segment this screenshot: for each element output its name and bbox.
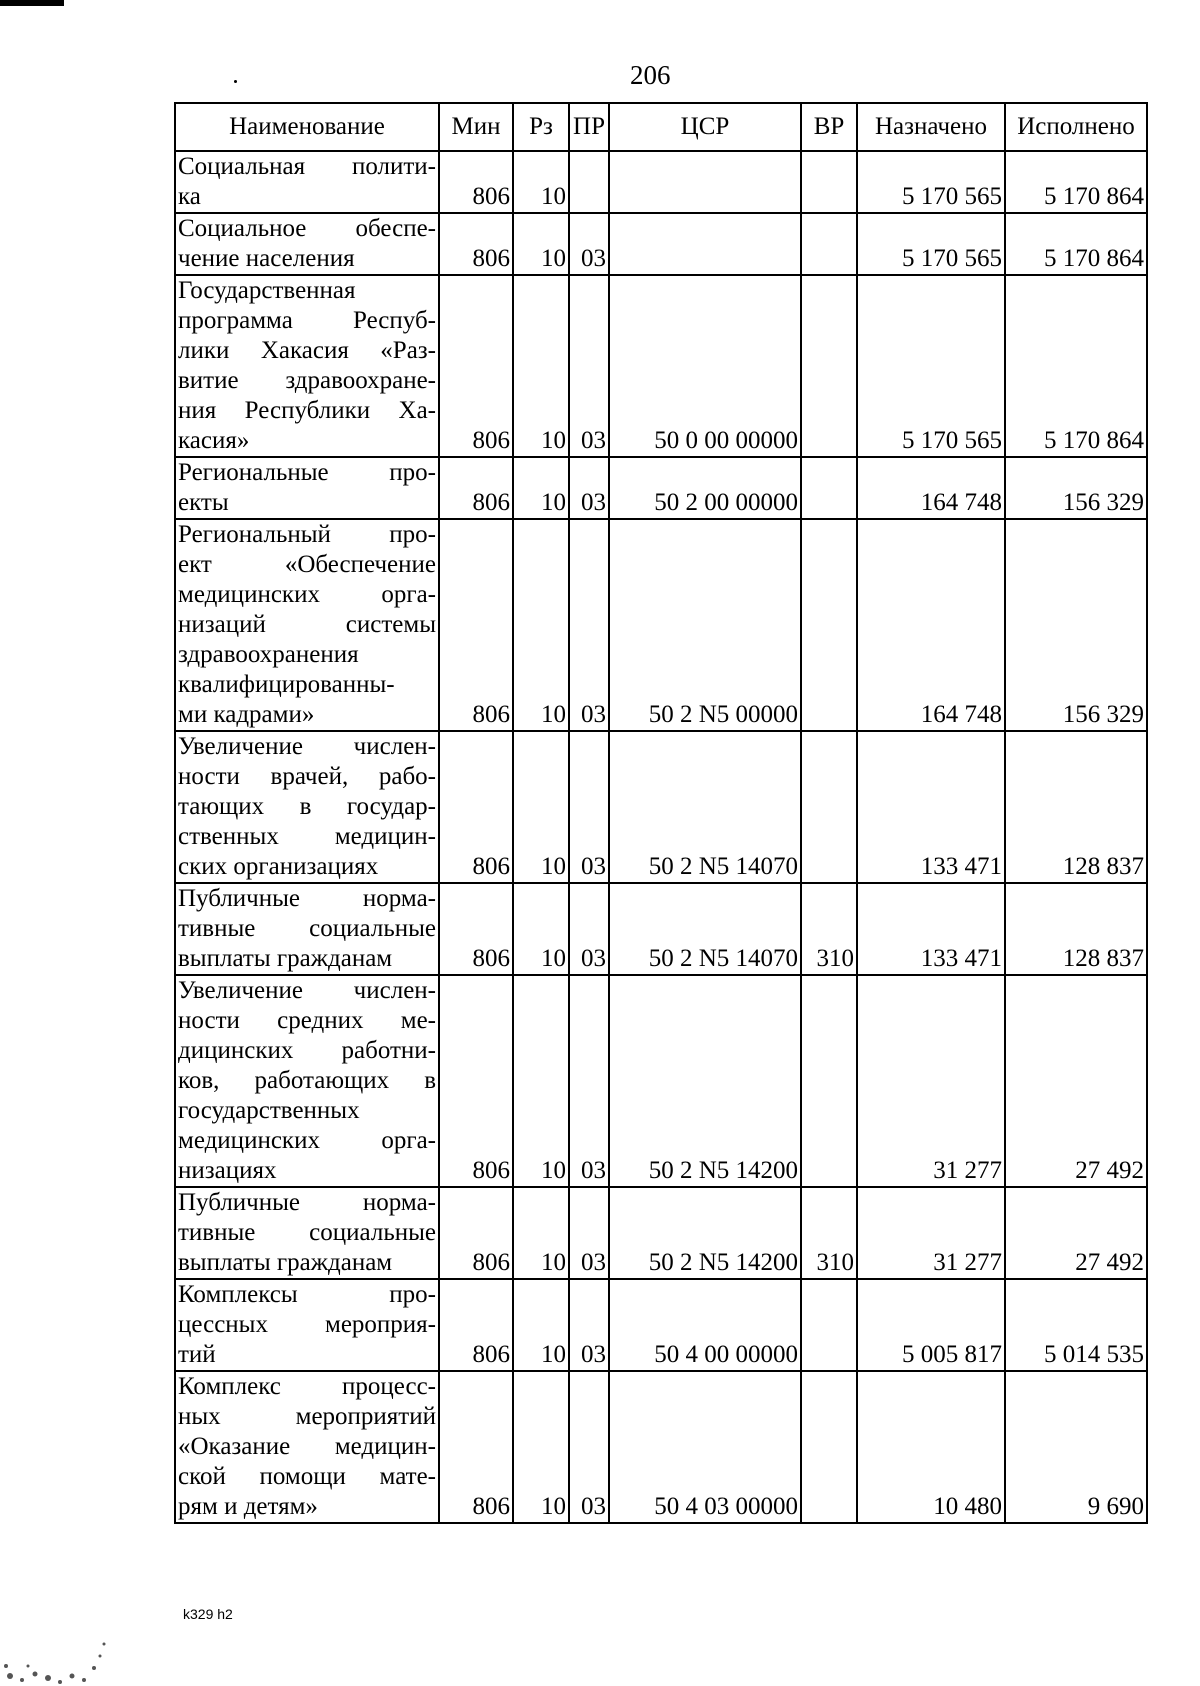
cell-rz: 10	[513, 1187, 569, 1279]
cell-name-line: чение населения	[178, 245, 355, 272]
cell-min: 806	[439, 457, 513, 519]
cell-name	[175, 275, 439, 457]
cell-pr: 03	[569, 1371, 609, 1523]
cell-name	[175, 883, 439, 975]
cell-rz: 10	[513, 975, 569, 1187]
footer-code: k329 h2	[183, 1606, 233, 1622]
table-header-row	[175, 103, 1147, 151]
header-executed: Исполнено	[1005, 103, 1147, 151]
cell-min: 806	[439, 975, 513, 1187]
cell-csr	[609, 151, 801, 213]
cell-name-line: Публичные норма-	[178, 885, 436, 912]
cell-name-line: цессных мероприя-	[178, 1311, 436, 1338]
cell-name-line: Комплексы про-	[178, 1281, 436, 1308]
cell-name-line: ми кадрами»	[178, 701, 315, 728]
cell-name-line: государственных	[178, 1097, 360, 1124]
cell-rz: 10	[513, 151, 569, 213]
cell-name	[175, 519, 439, 731]
cell-assigned: 164 748	[857, 457, 1005, 519]
cell-vr	[801, 1371, 857, 1523]
cell-name	[175, 731, 439, 883]
cell-name-line: ка	[178, 183, 201, 210]
cell-name-line: Увеличение числен-	[178, 733, 436, 760]
cell-rz: 10	[513, 1279, 569, 1371]
cell-assigned: 31 277	[857, 975, 1005, 1187]
cell-executed: 128 837	[1005, 883, 1147, 975]
cell-name-line: дицинских работни-	[178, 1037, 436, 1064]
header-assigned: Назначено	[857, 103, 1005, 151]
header-pr: ПР	[569, 103, 609, 151]
table-row	[175, 213, 1147, 275]
table-row	[175, 883, 1147, 975]
table-row	[175, 975, 1147, 1187]
cell-pr: 03	[569, 213, 609, 275]
page-number: 206	[630, 60, 671, 90]
cell-name-line: ков, работающих в	[178, 1067, 436, 1094]
cell-name-line: ской помощи мате-	[178, 1463, 436, 1490]
cell-min: 806	[439, 1187, 513, 1279]
cell-min: 806	[439, 213, 513, 275]
cell-name-line: Социальная полити-	[178, 153, 436, 180]
cell-assigned: 5 170 565	[857, 213, 1005, 275]
cell-name-line: выплаты гражданам	[178, 1249, 393, 1276]
cell-rz: 10	[513, 213, 569, 275]
cell-csr: 50 2 00 00000	[609, 457, 801, 519]
table-row	[175, 457, 1147, 519]
cell-name-line: тий	[178, 1341, 216, 1368]
cell-name-line: низациях	[178, 1157, 277, 1184]
cell-pr: 03	[569, 519, 609, 731]
cell-csr: 50 2 N5 14200	[609, 1187, 801, 1279]
cell-executed: 27 492	[1005, 975, 1147, 1187]
cell-name-line: Публичные норма-	[178, 1189, 436, 1216]
cell-rz: 10	[513, 457, 569, 519]
cell-executed: 128 837	[1005, 731, 1147, 883]
cell-rz: 10	[513, 275, 569, 457]
cell-name-line: «Оказание медицин-	[178, 1433, 436, 1460]
cell-executed: 156 329	[1005, 519, 1147, 731]
cell-assigned: 164 748	[857, 519, 1005, 731]
cell-name-line: ских организациях	[178, 853, 379, 880]
table-row	[175, 519, 1147, 731]
cell-vr	[801, 731, 857, 883]
cell-executed: 5 170 864	[1005, 275, 1147, 457]
scan-corner-mark	[0, 0, 64, 6]
cell-name-line: квалифицированны-	[178, 671, 395, 698]
scan-speckle	[0, 1596, 130, 1686]
cell-executed: 27 492	[1005, 1187, 1147, 1279]
cell-name-line: Региональный про-	[178, 521, 436, 548]
cell-csr: 50 2 N5 14070	[609, 883, 801, 975]
cell-csr	[609, 213, 801, 275]
cell-min: 806	[439, 151, 513, 213]
cell-name-line: ственных медицин-	[178, 823, 436, 850]
budget-table	[174, 102, 1148, 1524]
cell-pr: 03	[569, 457, 609, 519]
cell-csr: 50 2 N5 14070	[609, 731, 801, 883]
cell-name-line: Региональные про-	[178, 459, 436, 486]
cell-name-line: Социальное обеспе-	[178, 215, 436, 242]
cell-csr: 50 2 N5 00000	[609, 519, 801, 731]
cell-assigned: 10 480	[857, 1371, 1005, 1523]
cell-rz: 10	[513, 883, 569, 975]
table-row	[175, 275, 1147, 457]
cell-min: 806	[439, 519, 513, 731]
cell-vr: 310	[801, 1187, 857, 1279]
cell-rz: 10	[513, 1371, 569, 1523]
table-row	[175, 1187, 1147, 1279]
cell-name-line: Комплекс процесс-	[178, 1373, 436, 1400]
cell-rz: 10	[513, 731, 569, 883]
cell-pr: 03	[569, 883, 609, 975]
cell-name-line: низаций системы	[178, 611, 436, 638]
cell-csr: 50 4 03 00000	[609, 1371, 801, 1523]
cell-name-line: программа Респуб-	[178, 307, 436, 334]
cell-name-line: ных мероприятий	[178, 1403, 436, 1430]
table-body	[175, 151, 1147, 1523]
cell-name-line: екты	[178, 489, 229, 516]
cell-name	[175, 1371, 439, 1523]
cell-pr: 03	[569, 975, 609, 1187]
cell-name	[175, 1279, 439, 1371]
cell-assigned: 5 005 817	[857, 1279, 1005, 1371]
table-row	[175, 1371, 1147, 1523]
cell-name-line: тающих в государ-	[178, 793, 436, 820]
cell-executed: 156 329	[1005, 457, 1147, 519]
cell-pr: 03	[569, 1187, 609, 1279]
cell-min: 806	[439, 1279, 513, 1371]
cell-pr: 03	[569, 1279, 609, 1371]
cell-pr: 03	[569, 731, 609, 883]
cell-assigned: 133 471	[857, 731, 1005, 883]
cell-vr	[801, 213, 857, 275]
cell-name	[175, 213, 439, 275]
header-vr: ВР	[801, 103, 857, 151]
table-row	[175, 151, 1147, 213]
cell-rz: 10	[513, 519, 569, 731]
cell-name-line: медицинских орга-	[178, 1127, 436, 1154]
cell-assigned: 31 277	[857, 1187, 1005, 1279]
header-rz: Рз	[513, 103, 569, 151]
cell-assigned: 133 471	[857, 883, 1005, 975]
header-csr: ЦСР	[609, 103, 801, 151]
cell-name-line: рям и детям»	[178, 1493, 318, 1520]
cell-csr: 50 0 00 00000	[609, 275, 801, 457]
cell-executed: 9 690	[1005, 1371, 1147, 1523]
cell-pr: 03	[569, 275, 609, 457]
cell-executed: 5 170 864	[1005, 213, 1147, 275]
cell-vr	[801, 457, 857, 519]
cell-name-line: Увеличение числен-	[178, 977, 436, 1004]
cell-vr: 310	[801, 883, 857, 975]
cell-vr	[801, 151, 857, 213]
cell-min: 806	[439, 1371, 513, 1523]
cell-name	[175, 457, 439, 519]
table-row	[175, 1279, 1147, 1371]
cell-executed: 5 014 535	[1005, 1279, 1147, 1371]
cell-pr	[569, 151, 609, 213]
cell-name-line: Государственная	[178, 277, 356, 304]
header-name: Наименование	[175, 103, 439, 151]
cell-name-line: здравоохранения	[178, 641, 359, 668]
cell-executed: 5 170 864	[1005, 151, 1147, 213]
cell-name-line: ности средних ме-	[178, 1007, 436, 1034]
cell-vr	[801, 275, 857, 457]
cell-assigned: 5 170 565	[857, 275, 1005, 457]
cell-min: 806	[439, 883, 513, 975]
cell-name-line: выплаты гражданам	[178, 945, 393, 972]
cell-min: 806	[439, 275, 513, 457]
cell-name	[175, 1187, 439, 1279]
table-row	[175, 731, 1147, 883]
cell-csr: 50 2 N5 14200	[609, 975, 801, 1187]
cell-name-line: витие здравоохране-	[178, 367, 436, 394]
scan-dot	[234, 80, 237, 83]
cell-name-line: ект «Обеспечение	[178, 551, 436, 578]
cell-vr	[801, 519, 857, 731]
cell-vr	[801, 1279, 857, 1371]
cell-name	[175, 975, 439, 1187]
cell-name-line: тивные социальные	[178, 1219, 436, 1246]
cell-name	[175, 151, 439, 213]
header-min: Мин	[439, 103, 513, 151]
cell-name-line: лики Хакасия «Раз-	[178, 337, 436, 364]
cell-vr	[801, 975, 857, 1187]
cell-csr: 50 4 00 00000	[609, 1279, 801, 1371]
cell-name-line: тивные социальные	[178, 915, 436, 942]
cell-name-line: ния Республики Ха-	[178, 397, 436, 424]
cell-name-line: касия»	[178, 427, 250, 454]
cell-name-line: медицинских орга-	[178, 581, 436, 608]
cell-assigned: 5 170 565	[857, 151, 1005, 213]
cell-name-line: ности врачей, рабо-	[178, 763, 436, 790]
cell-min: 806	[439, 731, 513, 883]
